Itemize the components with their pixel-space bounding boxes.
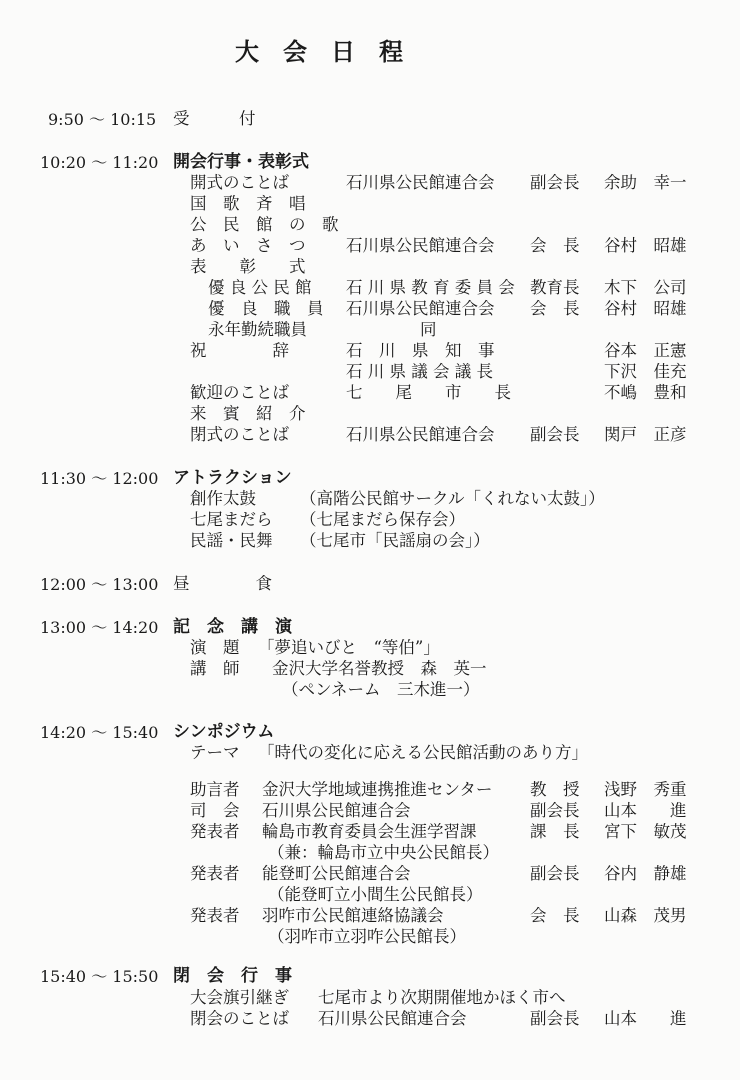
person-name: 浅野 秀重 [604,780,687,799]
program-item: 発表者 [190,822,240,841]
organization: 能登町公民館連合会 [262,864,411,883]
organization: 石 川 県 教 育 委 員 会 [346,278,515,297]
organization: 同 [420,320,437,339]
program-item: 優 良 公 民 館 [208,278,312,297]
program-item: 演 題 [190,638,240,657]
program-detail: 七尾市より次期開催地かほく市へ [318,988,566,1007]
program-item: 大会旗引継ぎ [190,988,289,1007]
page-title: 大 会 日 程 [235,37,403,66]
person-name: 木下 公司 [604,278,687,297]
program-item: 公 民 館 の 歌 [190,215,339,234]
role: 教 授 [530,780,580,799]
person-name: 山森 茂男 [604,906,687,925]
organization: 羽咋市公民館連絡協議会 [262,906,444,925]
role: 副会長 [530,864,580,883]
time-slot: 9:50 〜 10:15 [48,110,157,129]
program-item: 助言者 [190,780,240,799]
organization: 石川県公民館連合会 [346,425,495,444]
role: 会 長 [530,236,580,255]
person-name: 関戸 正彦 [604,425,687,444]
person-name: 余助 幸一 [604,173,687,192]
organization: 石川県公民館連合会 [346,299,495,318]
session-heading: 閉 会 行 事 [173,966,292,986]
role: 教育長 [530,278,580,297]
role: 会 長 [530,906,580,925]
person-name: 谷内 静雄 [604,864,687,883]
program-detail: 「夢追いびと “等伯”」 [258,638,440,657]
role: 副会長 [530,801,580,820]
program-item: 発表者 [190,864,240,883]
person-name: 谷村 昭雄 [604,236,687,255]
person-name: 谷本 正憲 [604,341,687,360]
program-item: 講 師 [190,659,240,678]
time-slot: 11:30 〜 12:00 [40,469,159,488]
program-item: 優 良 職 員 [208,299,324,318]
organization-note: （能登町立小間生公民館長） [268,885,483,904]
organization: 七 尾 市 長 [346,383,511,402]
program-item: 来 賓 紹 介 [190,404,306,423]
program-item: 民謡・民舞 [190,531,273,550]
program-item: 歓迎のことば [190,383,289,402]
program-detail: （高階公民館サークル「くれない太鼓」） [300,489,605,508]
program-detail: 金沢大学名誉教授 森 英一 [272,659,487,678]
time-slot: 15:40 〜 15:50 [40,967,159,986]
organization: 金沢大学地域連携推進センター [262,780,493,799]
organization: 石 川 県 知 事 [346,341,495,360]
time-slot: 10:20 〜 11:20 [40,153,159,172]
program-item: 閉式のことば [190,425,289,444]
session-heading: 昼 食 [173,574,272,593]
role: 副会長 [530,1009,580,1028]
program-detail: （七尾まだら保存会） [300,510,465,529]
session-heading: アトラクション [173,468,292,488]
person-name: 山本 進 [604,801,687,820]
program-item: 閉会のことば [190,1009,289,1028]
program-item: あ い さ つ [190,236,306,255]
session-heading: 受 付 [173,109,256,128]
theme-label: テーマ [190,743,240,762]
organization: 石川県公民館連合会 [318,1009,467,1028]
person-name: 下沢 佳充 [604,362,687,381]
organization: 石川県公民館連合会 [346,173,495,192]
organization: 輪島市教育委員会生涯学習課 [262,822,477,841]
program-detail: （ペンネーム 三木進一） [282,680,480,699]
role: 課 長 [530,822,580,841]
session-heading: 記 念 講 演 [173,617,292,637]
organization: 石川県公民館連合会 [346,236,495,255]
organization-note: （羽咋市立羽咋公民館長） [268,927,466,946]
program-item: 永年勤続職員 [208,320,307,339]
program-item: 発表者 [190,906,240,925]
person-name: 山本 進 [604,1009,687,1028]
time-slot: 13:00 〜 14:20 [40,618,159,637]
program-item: 開式のことば [190,173,289,192]
program-item: 司 会 [190,801,240,820]
session-heading: 開会行事・表彰式 [173,152,309,172]
organization: 石 川 県 議 会 議 長 [346,362,493,381]
time-slot: 12:00 〜 13:00 [40,575,159,594]
session-heading: シンポジウム [173,722,275,742]
role: 副会長 [530,425,580,444]
person-name: 谷村 昭雄 [604,299,687,318]
role: 副会長 [530,173,580,192]
program-item: 七尾まだら [190,510,273,529]
organization: 石川県公民館連合会 [262,801,411,820]
role: 会 長 [530,299,580,318]
theme-text: 「時代の変化に応える公民館活動のあり方」 [258,743,588,762]
program-item: 祝 辞 [190,341,289,360]
organization-note: （兼：輪島市立中央公民館長） [268,843,499,862]
program-item: 創作太鼓 [190,489,256,508]
program-item: 国 歌 斉 唱 [190,194,306,213]
program-item: 表 彰 式 [190,257,306,276]
person-name: 不嶋 豊和 [604,383,687,402]
person-name: 宮下 敏茂 [604,822,687,841]
time-slot: 14:20 〜 15:40 [40,723,159,742]
program-detail: （七尾市「民謡扇の会」） [300,531,490,550]
